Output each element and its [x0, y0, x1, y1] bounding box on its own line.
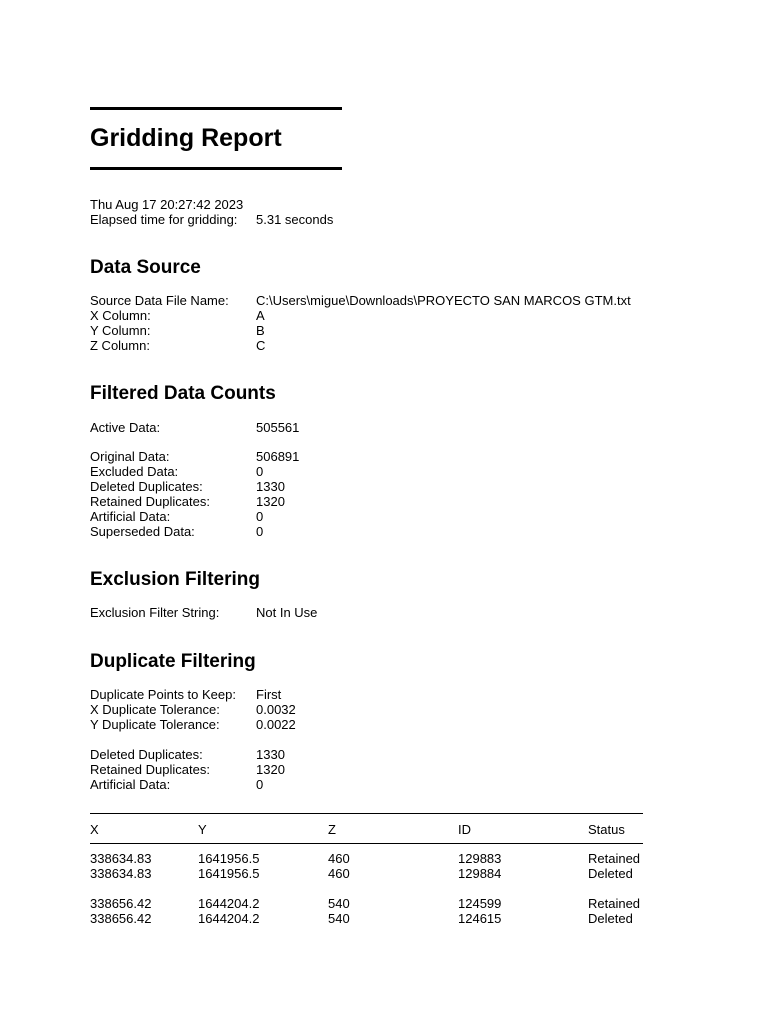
kv-row [90, 494, 299, 509]
kv-label: Y Column: [90, 323, 151, 338]
column-header-z: Z [328, 822, 336, 837]
kv-row [90, 605, 317, 620]
kv-label: X Column: [90, 308, 151, 323]
kv-label: Artificial Data: [90, 509, 171, 524]
elapsed-row [90, 212, 333, 227]
kv-value: 0.0022 [256, 717, 296, 732]
kv-label: Duplicate Points to Keep: [90, 687, 236, 702]
title-top-rule [90, 107, 342, 110]
cell-status: Deleted [588, 866, 633, 881]
kv-row [90, 449, 299, 464]
cell-y: 1644204.2 [198, 896, 260, 911]
active-data-row [90, 420, 299, 435]
data-source-heading: Data Source [90, 257, 201, 278]
kv-value: 0.0032 [256, 702, 296, 717]
cell-x: 338656.42 [90, 896, 152, 911]
kv-value: First [256, 687, 282, 702]
cell-id: 129884 [458, 866, 502, 881]
cell-z: 460 [328, 866, 350, 881]
table-top-rule [90, 813, 643, 814]
kv-row [90, 338, 631, 353]
kv-row [90, 464, 299, 479]
report-date: Thu Aug 17 20:27:42 2023 [90, 197, 244, 212]
kv-row [90, 777, 285, 792]
table-header-rule [90, 843, 643, 844]
column-header-id: ID [458, 822, 471, 837]
exclusion-heading: Exclusion Filtering [90, 569, 260, 590]
kv-label: Active Data: [90, 420, 161, 435]
cell-z: 540 [328, 911, 350, 926]
duplicate-heading: Duplicate Filtering [90, 651, 256, 672]
column-header-status: Status [588, 822, 625, 837]
cell-id: 124615 [458, 911, 502, 926]
filtered-counts-table [90, 449, 299, 539]
table-row [90, 851, 643, 866]
duplicate-counts [90, 747, 285, 792]
report-title: Gridding Report [90, 124, 282, 152]
kv-value: 1330 [256, 747, 285, 762]
kv-label: Deleted Duplicates: [90, 747, 203, 762]
kv-label: X Duplicate Tolerance: [90, 702, 220, 717]
cell-id: 124599 [458, 896, 502, 911]
kv-row [90, 308, 631, 323]
elapsed-label: Elapsed time for gridding: [90, 212, 238, 227]
cell-y: 1641956.5 [198, 866, 260, 881]
kv-value: 1320 [256, 762, 285, 777]
kv-value: Not In Use [256, 605, 318, 620]
exclusion-table [90, 605, 317, 620]
cell-x: 338634.83 [90, 851, 152, 866]
kv-value: C [256, 338, 266, 353]
column-header-x: X [90, 822, 99, 837]
kv-value: 506891 [256, 449, 300, 464]
title-bottom-rule [90, 167, 342, 170]
table-row [90, 866, 643, 881]
kv-row [90, 509, 299, 524]
elapsed-value: 5.31 seconds [256, 212, 334, 227]
duplicate-settings [90, 687, 296, 732]
kv-label: Z Column: [90, 338, 150, 353]
table-row [90, 911, 643, 926]
kv-label: Y Duplicate Tolerance: [90, 717, 220, 732]
kv-row [90, 479, 299, 494]
kv-label: Excluded Data: [90, 464, 179, 479]
cell-status: Deleted [588, 911, 633, 926]
kv-value: 1320 [256, 494, 285, 509]
kv-row [90, 323, 631, 338]
cell-y: 1644204.2 [198, 911, 260, 926]
kv-row [90, 687, 296, 702]
table-header-row [90, 822, 643, 837]
cell-status: Retained [588, 851, 641, 866]
column-header-y: Y [198, 822, 207, 837]
kv-value: 1330 [256, 479, 285, 494]
kv-row [90, 420, 299, 435]
kv-value: 505561 [256, 420, 300, 435]
kv-value: C:\Users\migue\Downloads\PROYECTO SAN MARCOS GTM.txt [256, 293, 631, 308]
cell-x: 338656.42 [90, 911, 152, 926]
kv-value: 0 [256, 509, 264, 524]
kv-value: 0 [256, 524, 264, 539]
kv-row [90, 524, 299, 539]
cell-status: Retained [588, 896, 641, 911]
kv-label: Retained Duplicates: [90, 494, 210, 509]
report-date-row [90, 197, 333, 212]
cell-x: 338634.83 [90, 866, 152, 881]
kv-row [90, 717, 296, 732]
kv-row [90, 762, 285, 777]
kv-row [90, 702, 296, 717]
cell-id: 129883 [458, 851, 502, 866]
cell-y: 1641956.5 [198, 851, 260, 866]
kv-label: Source Data File Name: [90, 293, 229, 308]
kv-label: Superseded Data: [90, 524, 195, 539]
kv-value: A [256, 308, 265, 323]
kv-value: 0 [256, 777, 264, 792]
kv-label: Artificial Data: [90, 777, 171, 792]
table-row [90, 896, 643, 911]
cell-z: 460 [328, 851, 350, 866]
filtered-counts-heading: Filtered Data Counts [90, 383, 276, 404]
cell-z: 540 [328, 896, 350, 911]
kv-value: B [256, 323, 265, 338]
kv-label: Retained Duplicates: [90, 762, 210, 777]
kv-label: Exclusion Filter String: [90, 605, 220, 620]
kv-label: Deleted Duplicates: [90, 479, 203, 494]
kv-row [90, 293, 631, 308]
kv-row [90, 747, 285, 762]
kv-label: Original Data: [90, 449, 170, 464]
report-meta [90, 197, 333, 227]
kv-value: 0 [256, 464, 264, 479]
data-source-table [90, 293, 631, 353]
